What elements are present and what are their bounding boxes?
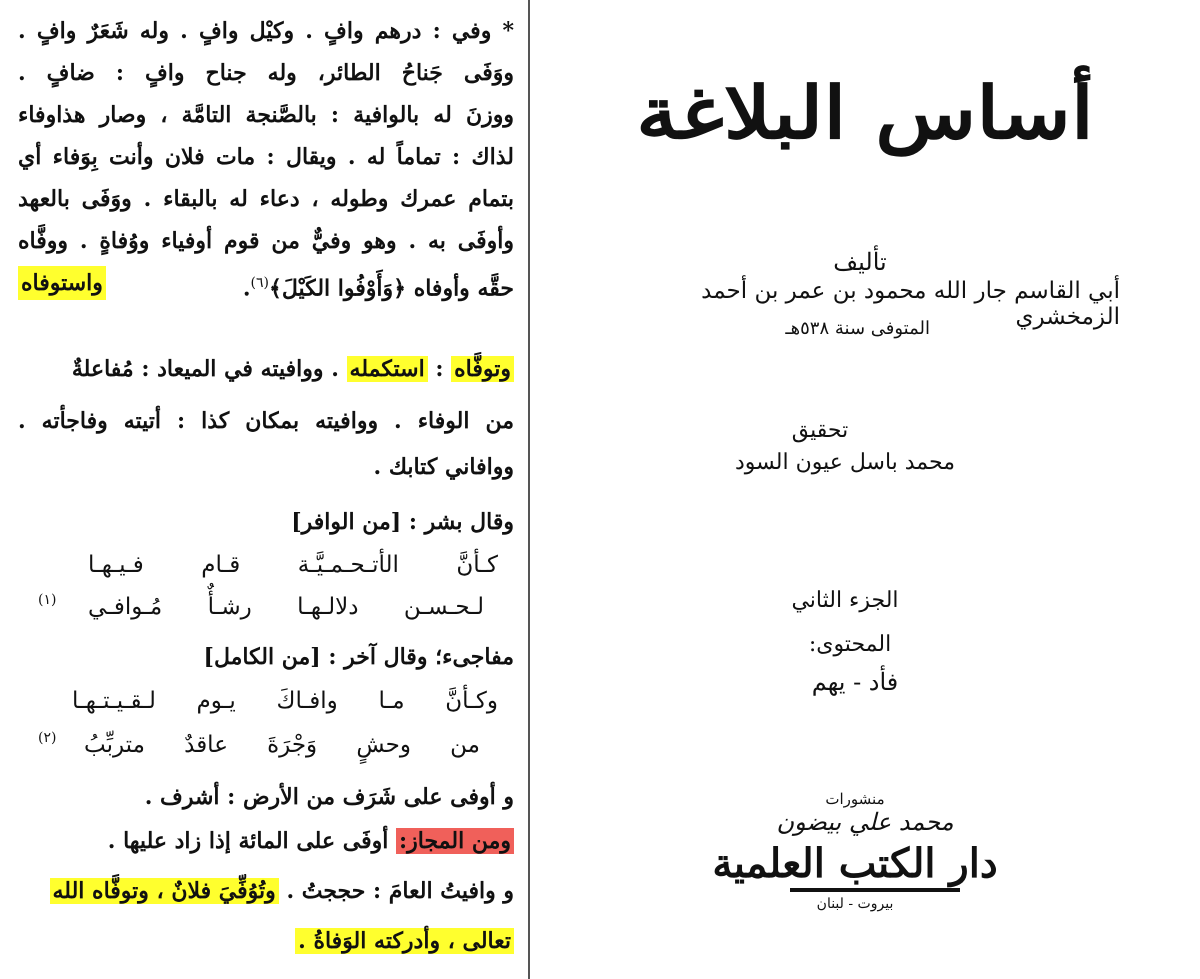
editor-name: محمد باسل عيون السود	[734, 450, 956, 475]
publisher-house: دار الكتب العلمية	[712, 840, 998, 887]
editor-label: تحقيق	[791, 418, 849, 443]
text-line: * وفي : درهم وافٍ . وكيْل وافٍ . وله شَعَرٌ وافٍ .	[18, 18, 514, 44]
text-segment: :	[427, 356, 444, 382]
text-line: وأوفَى به . وهو وفيٌّ من قوم أوفياء ووُفاةٍ . ووفَّاه	[18, 228, 514, 254]
text-line: من الوفاء . ووافيته بمكان كذا : أتيته وفاجأته .	[18, 408, 514, 434]
highlight-red: ومن المجاز:	[396, 828, 514, 854]
highlight-yellow: وتُوُفِّيَ فلانٌ ، وتوفَّاه الله	[50, 878, 279, 904]
text-line: ووزنَ له بالوافية : بالصَّنجة التامَّة ، وصار هذاوفاء	[18, 102, 514, 128]
text-line: بتمام عمرك وطوله ، دعاء له بالبقاء . ووَفَى بالعهد	[18, 186, 514, 212]
book-title: أساس البلاغة	[636, 70, 1094, 155]
text-line: لذاك : تماماً له . ويقال : مات فلان وأنت بِوَفاء أي	[18, 144, 514, 170]
text-line	[18, 266, 514, 300]
text-line	[18, 352, 514, 386]
text-line	[18, 924, 514, 958]
author-name: أبي القاسم جار الله محمود بن عمر بن أحمد الزمخشري	[701, 278, 1120, 330]
verse-line: من وحشٍ وَجْرَةَ عاقدٌ متربِّبُ	[84, 732, 480, 758]
contents-range: فأد - يهم	[811, 668, 899, 696]
footnote-marker: (٦)	[250, 275, 269, 291]
text-line: مفاجىء؛ وقال آخر : [من الكامل]	[203, 644, 514, 670]
text-line: ووَفَى جَناحُ الطائر، وله جناح وافٍ : ضافٍ .	[18, 60, 514, 86]
footnote-marker: (٢)	[38, 730, 57, 746]
highlight-yellow: استكمله	[347, 356, 428, 382]
footnote-marker: (١)	[38, 592, 57, 608]
title-page	[530, 0, 1200, 979]
text-line: ووافاني كتابك .	[373, 454, 514, 480]
contents-label: المحتوى:	[808, 632, 892, 657]
publisher-underline	[790, 888, 960, 892]
author-death: المتوفى سنة ٥٣٨هـ	[785, 318, 930, 339]
publisher-city: بيروت - لبنان	[816, 896, 894, 912]
text-line: وقال بشر : [من الوافر]	[291, 509, 514, 535]
volume-label: الجزء الثاني	[791, 588, 899, 613]
text-segment: . ووافيته في الميعاد : مُفاعلةٌ	[71, 356, 339, 382]
left-page	[0, 0, 528, 979]
text-segment: و وافيتُ العامَ : حججتُ .	[286, 878, 514, 904]
text-line	[18, 874, 514, 908]
highlight-yellow: واستوفاه	[18, 266, 106, 300]
verse-line: كـأنَّ الأتـحـمـيَّـة قـام فـيـهـا	[88, 552, 498, 578]
highlight-yellow: تعالى ، وأدركته الوَفاةُ .	[295, 928, 514, 954]
text-line	[18, 824, 514, 858]
verse-line: وكـأنَّ مـا وافـاكَ يـوم لـقـيـتـهـا	[72, 688, 498, 714]
text-segment: .	[242, 275, 251, 302]
verse-line: لـحـسـن دلالـهـا رشـأٌ مُـوافـي	[88, 594, 484, 620]
publisher-label: منشورات	[825, 790, 885, 808]
author-label: تأليف	[833, 248, 887, 276]
text-segment: حقَّه وأوفاه ﴿وَأَوْفُوا الكَيْلَ﴾	[268, 275, 514, 302]
publisher-name: محمد علي بيضون	[776, 808, 954, 836]
highlight-yellow: وتوفَّاه	[451, 356, 514, 382]
text-segment: أوفَى على المائة إذا زاد عليها .	[107, 828, 389, 854]
text-line: و أوفى على شَرَف من الأرض : أشرف .	[144, 784, 514, 810]
